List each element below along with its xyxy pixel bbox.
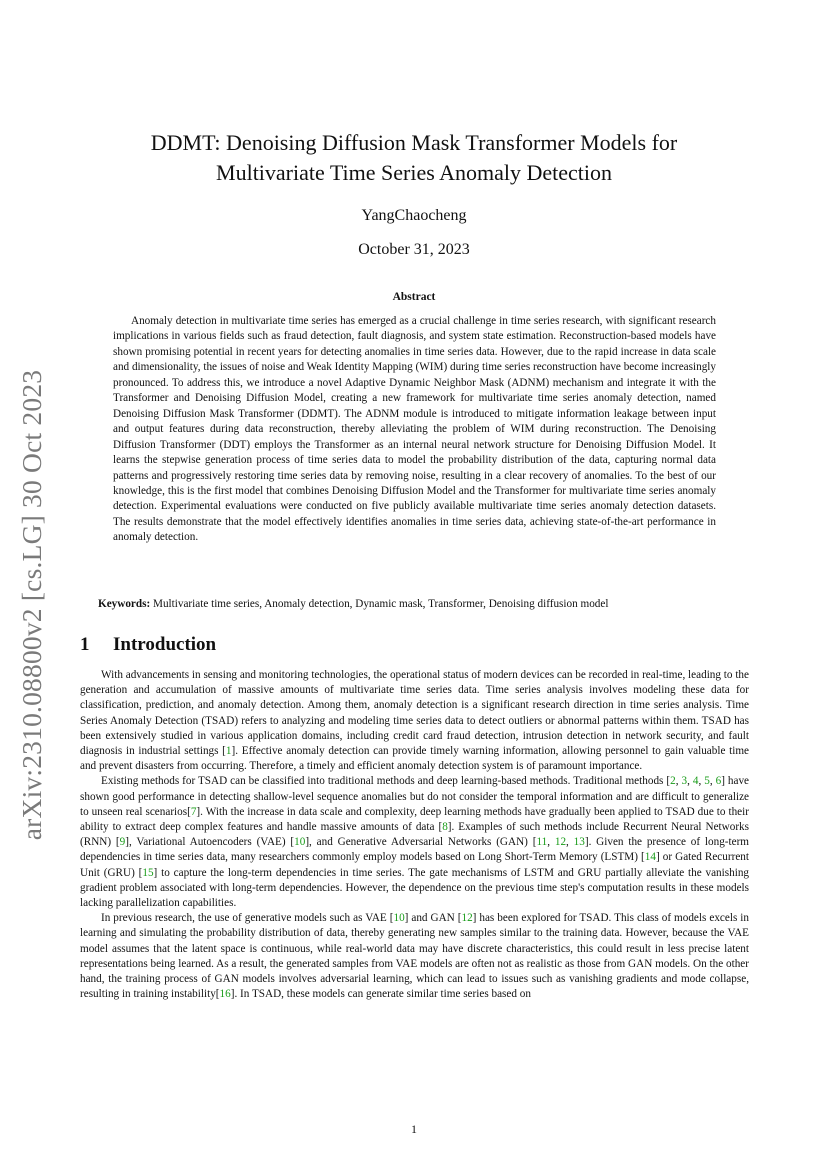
citation-link[interactable]: 12 <box>554 836 567 849</box>
keywords-label: Keywords: <box>98 598 151 610</box>
intro-paragraph-2 <box>80 774 749 911</box>
citation-link[interactable]: 10 <box>294 836 306 849</box>
text-run: , <box>547 836 555 849</box>
text-run: ]. With the increase in data scale and complexity, deep learning methods have gradually been applied to TSAD due to their ability to extract deep complex features and handle massive amounts of data [ <box>80 805 749 834</box>
citation-link[interactable]: 14 <box>644 851 656 864</box>
text-run: ] have shown good performance in detecting shallow-level sequence anomalies but do not consider the temporal information and are difficult to generalize to unseen real scenarios[ <box>80 775 750 818</box>
citation-link[interactable]: 16 <box>219 988 231 1001</box>
citation-link[interactable]: 2 <box>670 775 676 788</box>
citation-link[interactable]: 13 <box>573 836 585 849</box>
text-run: , <box>709 775 716 788</box>
paper-title-line-2: Multivariate Time Series Anomaly Detection <box>216 160 612 185</box>
text-run: , <box>675 775 682 788</box>
text-run: , <box>698 775 705 788</box>
text-run: In previous research, the use of generative models such as VAE [ <box>101 912 394 925</box>
text-run: ] has been explored for TSAD. This class of models excels in learning and simulating the probability distribution of data, thereby generating new samples similar to the training data. However, because the VAE model assumes that the latent space is continuous, while real-world data may have discrete characteristics, this could result in less precise latent representations being learned. As a result, the generated samples from VAE models are often not as realistic as those from GAN models. On the other hand, the training process of GAN models involves adversarial learning, which can lead to issues such as vanishing gradients and mode collapse, resulting in training instability[ <box>80 912 749 1001</box>
citation-link[interactable]: 3 <box>681 775 688 788</box>
arxiv-identifier: arXiv:2310.08800v2 [cs.LG] 30 Oct 2023 <box>16 369 47 841</box>
text-run: , <box>687 775 693 788</box>
text-run: ]. Given the presence of long-term dependencies in time series data, many researchers commonly employ models based on Long Short-Term Memory (LSTM) [ <box>80 836 750 864</box>
citation-link[interactable]: 4 <box>692 775 699 788</box>
text-run: With advancements in sensing and monitoring technologies, the operational status of modern devices can be recorded in real-time, leading to the generation and accumulation of massive amounts of multivariate time series data. Time series analysis involves modeling these data for classification, prediction, and anomaly detection. Among them, anomaly detection is a significant research direction in time series analysis. Time Series Anomaly Detection (TSAD) refers to analyzing and modeling time series data to detect outliers or abnormal patterns within them. TSAD has been extensively studied in various application domains, including credit card fraud detection, intrusion detection in network security, and fault diagnosis in industrial settings [ <box>80 669 749 758</box>
citation-link[interactable]: 15 <box>142 866 154 879</box>
keywords-text: Multivariate time series, Anomaly detection, Dynamic mask, Transformer, Denoising diffusion model <box>153 598 609 610</box>
citation-link[interactable]: 10 <box>393 912 405 925</box>
text-run: ] and GAN [ <box>404 912 462 925</box>
citation-link[interactable]: 11 <box>536 836 548 849</box>
text-run: ], Variational Autoencoders (VAE) [ <box>125 836 295 849</box>
citation-link[interactable]: 7 <box>190 805 197 818</box>
introduction-body <box>80 668 749 1002</box>
citation-link[interactable]: 5 <box>704 775 710 788</box>
text-run: ] to capture the long-term dependencies in time series. The gate mechanisms of LSTM and GRU partially alleviate the vanishing gradient problem associated with long-term dependencies. However, the dependence on the previous time step's computation results in these models lacking parallelization capabilities. <box>80 866 750 910</box>
page-number: 1 <box>411 1122 417 1136</box>
text-run: Existing methods for TSAD can be classified into traditional methods and deep learning-based methods. Traditional methods [ <box>101 775 671 788</box>
section-number: 1 <box>80 634 90 655</box>
citation-link[interactable]: 9 <box>119 836 126 849</box>
paper-title-line-1: DDMT: Denoising Diffusion Mask Transformer Models for <box>150 130 678 155</box>
abstract-body: Anomaly detection in multivariate time series has emerged as a crucial challenge in time series research, with significant research implications in various fields such as fraud detection, fault diagnosis, and system state estimation. Reconstruction-based models have shown promising potential in recent years for detecting anomalies in time series data. However, due to the rapid increase in data scale and dimensionality, the issues of noise and Weak Identity Mapping (WIM) during time series reconstruction have become increasingly pronounced. To address this, we introduce a novel Adaptive Dynamic Neighbor Mask (ADNM) mechanism and integrate it with the Transformer and Denoising Diffusion Model, creating a new framework for multivariate time series anomaly detection, named Denoising Diffusion Mask Transformer (DDMT). The ADNM module is introduced to mitigate information leakage between input and output features during data reconstruction, thereby alleviating the problem of WIM during reconstruction. The Denoising Diffusion Transformer (DDT) employs the Transformer as an internal neural network structure for Denoising Diffusion Model. It learns the stepwise generation process of time series data to model the probability distribution of the data, capturing normal data patterns and progressively restoring time series data by removing noise, resulting in a clear recovery of anomalies. To the best of our knowledge, this is the first model that combines Denoising Diffusion Model and the Transformer for multivariate time series anomaly detection. Experimental evaluations were conducted on five publicly available multivariate time series anomaly detection datasets. The results demonstrate that the model effectively identifies anomalies in time series data, achieving state-of-the-art performance in anomaly detection. <box>113 315 716 544</box>
section-title: Introduction <box>113 634 217 655</box>
paper-title <box>80 128 748 188</box>
citation-link[interactable]: 6 <box>715 775 722 788</box>
text-run: ], and Generative Adversarial Networks (GAN) [ <box>305 836 537 849</box>
intro-paragraph-3 <box>80 911 749 1002</box>
keywords-line <box>98 597 748 612</box>
text-run: ] or Gated Recurrent Unit (GRU) [ <box>80 851 749 879</box>
citation-link[interactable]: 1 <box>225 745 232 758</box>
citation-link[interactable]: 12 <box>461 912 473 925</box>
section-heading-introduction <box>80 634 748 656</box>
intro-paragraph-1 <box>80 668 749 774</box>
arxiv-identifier-sidebar <box>0 365 64 845</box>
text-run: , <box>566 836 574 849</box>
citation-link[interactable]: 8 <box>442 821 448 834</box>
paper-author: YangChaocheng <box>361 207 467 224</box>
abstract-heading: Abstract <box>392 291 436 303</box>
text-run: ]. Examples of such methods include Recurrent Neural Networks (RNN) [ <box>80 821 749 849</box>
paper-date: October 31, 2023 <box>358 241 470 258</box>
text-run: ]. In TSAD, these models can generate similar time series based on <box>230 988 531 1001</box>
text-run: ]. Effective anomaly detection can provide timely warning information, allowing personnel to gain valuable time and prevent disasters from occurring. Therefore, a timely and efficient anomaly detection system is of paramount importance. <box>80 745 749 773</box>
